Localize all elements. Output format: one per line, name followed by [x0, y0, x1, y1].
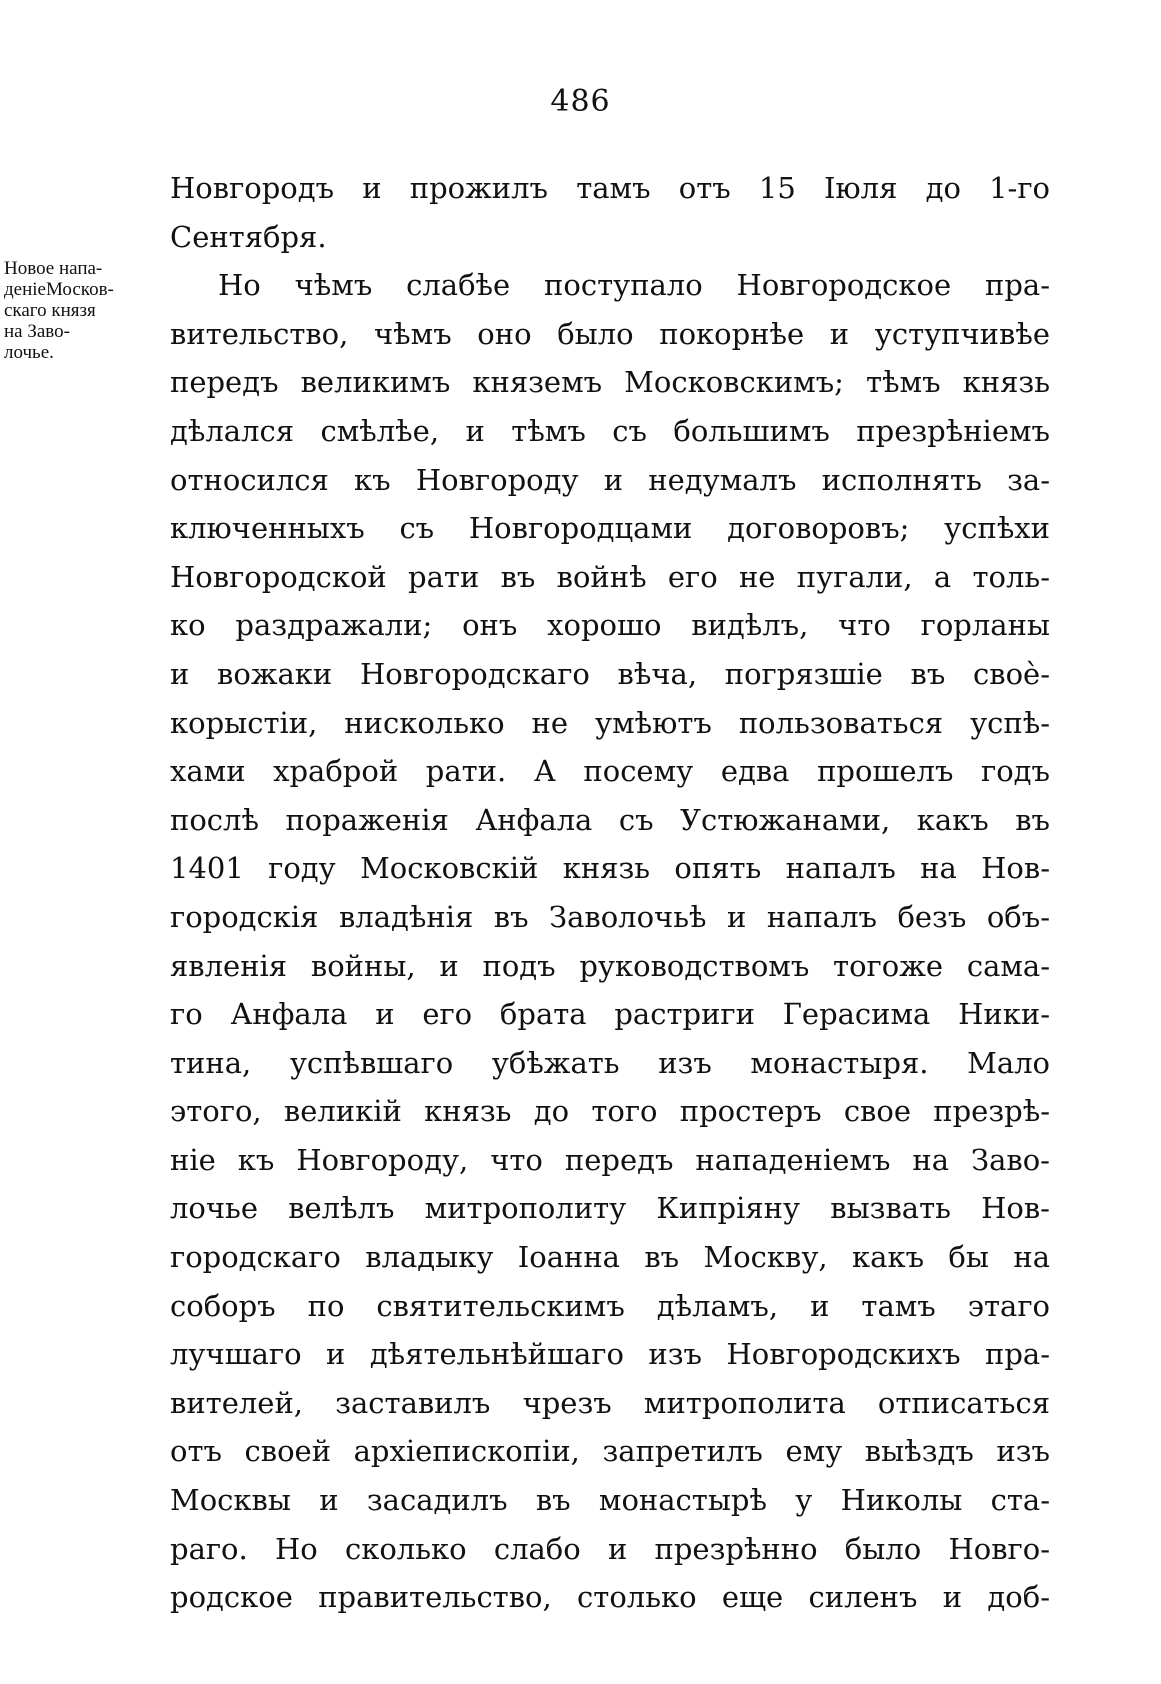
- body-line: Но чѣмъ слабѣе поступало Новгородское пра-: [218, 268, 1050, 303]
- body-line: городскія владѣнія въ Заволочьѣ и напалъ безъ объ-: [170, 899, 1050, 934]
- body-line: явленія войны, и подъ руководствомъ тогоже сама-: [170, 948, 1050, 983]
- body-line: этого, великій князь до того простеръ свое презрѣ-: [170, 1094, 1050, 1129]
- body-line: Сентября.: [170, 219, 327, 254]
- margin-note: [4, 258, 166, 363]
- body-line: и вожаки Новгородскаго вѣча, погрязшіе въ своѐ-: [170, 656, 1050, 691]
- body-line: Новгородъ и прожилъ тамъ отъ 15 Іюля до 1-го: [170, 171, 1050, 205]
- body-line: вителей, заставилъ чрезъ митрополита отписаться: [170, 1385, 1050, 1420]
- body-line: ніе къ Новгороду, что передъ нападеніемъ на Заво-: [170, 1142, 1050, 1177]
- margin-note-line: лочье.: [4, 342, 54, 363]
- body-line: передъ великимъ княземъ Московскимъ; тѣмъ князь: [170, 365, 1050, 400]
- body-line: городскаго владыку Іоанна въ Москву, какъ бы на: [170, 1240, 1050, 1275]
- body-line: отъ своей архіепископіи, запретилъ ему выѣздъ изъ: [170, 1434, 1050, 1469]
- body-line: относился къ Новгороду и недумалъ исполнять за-: [170, 462, 1050, 497]
- body-line: Новгородской рати въ войнѣ его не пугали, а толь-: [170, 559, 1050, 594]
- body-line: хами храброй рати. А посему едва прошелъ годъ: [170, 754, 1050, 789]
- body-line: 1401 году Московскій князь опять напалъ на Нов-: [170, 851, 1050, 886]
- body-line: ключенныхъ съ Новгородцами договоровъ; успѣхи: [170, 511, 1050, 546]
- body-line: лочье велѣлъ митрополиту Кипріяну вызвать Нов-: [170, 1191, 1050, 1226]
- margin-note-line: на Заво-: [4, 321, 70, 342]
- body-line: дѣлался смѣлѣе, и тѣмъ съ большимъ презрѣніемъ: [170, 413, 1050, 448]
- body-line: го Анфала и его брата растриги Герасима Ники-: [170, 997, 1050, 1032]
- body-line: послѣ пораженія Анфала съ Устюжанами, какъ въ: [170, 802, 1050, 837]
- margin-note-line: Новое напа-: [4, 258, 103, 279]
- body-line: раго. Но сколько слабо и презрѣнно было Новго-: [170, 1531, 1050, 1566]
- body-line: ко раздражали; онъ хорошо видѣлъ, что горланы: [170, 608, 1050, 643]
- body-text: [170, 164, 1050, 1622]
- body-line: тина, успѣвшаго убѣжать изъ монастыря. Мало: [170, 1045, 1050, 1080]
- body-line: родское правительство, столько еще силенъ и доб-: [170, 1580, 1050, 1615]
- body-line: корыстіи, нисколько не умѣютъ пользоваться успѣ-: [170, 705, 1050, 740]
- margin-note-line: деніеМосков-: [4, 279, 114, 300]
- page-number: 486: [550, 84, 611, 119]
- body-line: соборъ по святительскимъ дѣламъ, и тамъ этаго: [170, 1288, 1050, 1323]
- margin-note-line: скаго князя: [4, 300, 96, 321]
- body-line: вительство, чѣмъ оно было покорнѣе и уступчивѣе: [170, 316, 1050, 351]
- body-line: лучшаго и дѣятельнѣйшаго изъ Новгородскихъ пра-: [170, 1337, 1050, 1372]
- body-line: Москвы и засадилъ въ монастырѣ у Николы ста-: [170, 1483, 1050, 1518]
